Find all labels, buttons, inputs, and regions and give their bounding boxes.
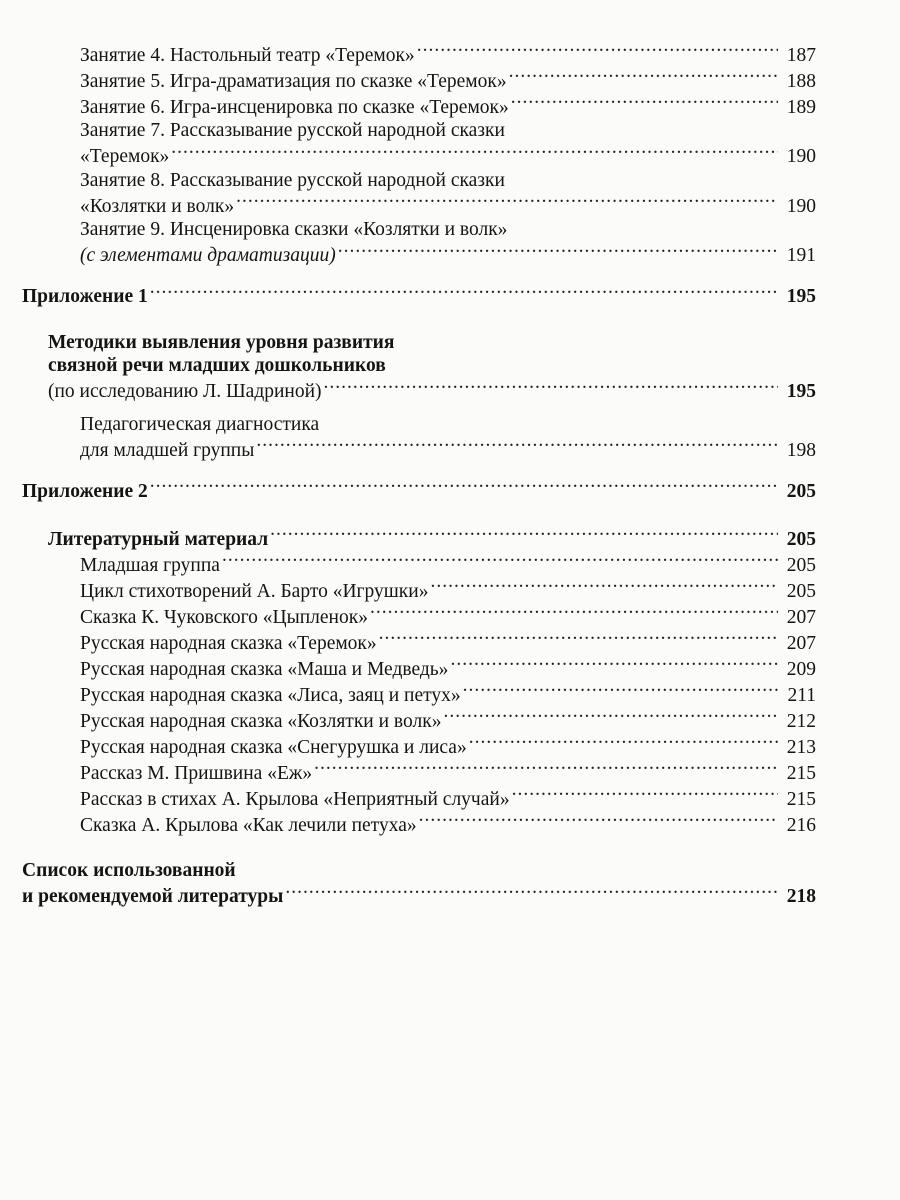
toc-page-number: 215: [786, 762, 816, 784]
toc-entry-line: [80, 41, 816, 67]
toc-page-number: 209: [786, 658, 816, 680]
toc-entry-title: Русская народная сказка «Лиса, заяц и петух»: [80, 684, 461, 706]
dot-leader: [285, 883, 778, 903]
toc-page-number: 205: [786, 554, 816, 576]
toc-entry: [22, 759, 816, 785]
dot-leader: [419, 811, 778, 831]
toc-entry-title: Приложение 2: [22, 480, 148, 502]
dot-leader: [469, 733, 778, 753]
toc-entry: [22, 603, 816, 629]
toc-entry-line: [80, 811, 816, 837]
toc-page-number: 216: [786, 814, 816, 836]
toc-entry-title: Педагогическая диагностика: [80, 413, 320, 435]
dot-leader: [171, 143, 778, 163]
toc-page-number: 190: [786, 146, 816, 167]
toc-entry: [22, 331, 816, 404]
toc-entry-line: [80, 551, 816, 577]
toc-entry: [22, 655, 816, 681]
toc-entry: [22, 93, 816, 119]
toc-entry-line: [80, 218, 816, 242]
dot-leader: [324, 378, 778, 398]
toc-entry: [22, 283, 816, 309]
toc-page-number: 195: [786, 381, 816, 402]
toc-page-number: 212: [786, 710, 816, 732]
toc-entry-title: Младшая группа: [80, 554, 220, 576]
toc-entry-line: [80, 67, 816, 93]
toc-entry-line: [80, 93, 816, 119]
dot-leader: [443, 707, 778, 727]
toc-entry-line: [80, 785, 816, 811]
toc-entry-title: Занятие 5. Игра-драматизация по сказке «Теремок»: [80, 70, 507, 92]
dot-leader: [430, 577, 778, 597]
toc-entry-title: Рассказ М. Пришвина «Еж»: [80, 762, 313, 784]
toc-entry-line: [80, 655, 816, 681]
toc-entry-line: [80, 707, 816, 733]
toc-page-number: 190: [786, 195, 816, 217]
toc-entry: [22, 477, 816, 503]
dot-leader: [370, 603, 778, 623]
toc-entry: [22, 577, 816, 603]
toc-entry-title: Занятие 9. Инсценировка сказки «Козлятки и волк»: [80, 219, 508, 240]
toc-page-number: 188: [786, 70, 816, 92]
toc-entry-title: «Теремок»: [80, 146, 170, 167]
dot-leader: [512, 785, 778, 805]
toc-entry-line: [80, 577, 816, 603]
toc-entry-title: Приложение 1: [22, 286, 148, 307]
toc-entry-title: Занятие 4. Настольный театр «Теремок»: [80, 44, 415, 66]
toc-page-number: 205: [786, 480, 816, 502]
toc-entry-line: [22, 859, 816, 883]
dot-leader: [270, 525, 778, 545]
toc-entry: [22, 41, 816, 67]
toc-entry: [22, 218, 816, 268]
toc-entry-line: [80, 192, 816, 218]
dot-leader: [338, 242, 778, 262]
toc-entry-line: [80, 242, 816, 268]
dot-leader: [463, 681, 778, 701]
toc-entry-title: Занятие 6. Игра-инсценировка по сказке «Теремок»: [80, 96, 509, 118]
toc-entry-title: Русская народная сказка «Теремок»: [80, 632, 377, 654]
toc-page-number: 205: [786, 528, 816, 550]
toc-entry-title: «Козлятки и волк»: [80, 195, 235, 217]
toc-entry: [22, 785, 816, 811]
toc-entry: [22, 859, 816, 909]
dot-leader: [236, 192, 778, 212]
toc-entry-line: [22, 883, 816, 909]
toc-entry-title: (с элементами драматизации): [80, 245, 336, 266]
dot-leader: [450, 655, 778, 675]
toc-page-number: 213: [786, 736, 816, 758]
toc-entry-title: Русская народная сказка «Снегурушка и лиса»: [80, 736, 467, 758]
toc-entry-line: [80, 629, 816, 655]
toc-entry-line: [80, 119, 816, 143]
dot-leader: [417, 41, 778, 61]
toc-entry-title: Методики выявления уровня развития: [48, 331, 395, 353]
toc-entry-title: и рекомендуемой литературы: [22, 886, 284, 907]
toc-entry-title: Занятие 7. Рассказывание русской народной сказки: [80, 120, 505, 141]
toc-entry-line: [22, 283, 816, 309]
toc-page-number: 187: [786, 44, 816, 66]
toc-entry-line: [80, 759, 816, 785]
toc-entry-line: [80, 169, 816, 193]
toc-entry-line: [80, 733, 816, 759]
toc-page-number: 215: [786, 788, 816, 810]
dot-leader: [509, 67, 778, 87]
dot-leader: [256, 436, 778, 456]
toc-entry: [22, 525, 816, 551]
toc-entry-line: [48, 525, 816, 551]
toc-entry-title: Сказка А. Крылова «Как лечили петуха»: [80, 814, 417, 836]
toc-entry-line: [48, 331, 816, 355]
toc-page-number: 198: [786, 439, 816, 461]
toc-entry: [22, 681, 816, 707]
toc-entry-line: [80, 143, 816, 169]
toc-page-number: 189: [786, 96, 816, 118]
toc-page-number: 191: [786, 245, 816, 266]
toc-entry: [22, 707, 816, 733]
toc-entry: [22, 811, 816, 837]
dot-leader: [150, 283, 778, 303]
toc-entry: [22, 67, 816, 93]
toc-entry: [22, 169, 816, 219]
toc-entry-line: [80, 413, 816, 437]
toc-entry-title: Русская народная сказка «Козлятки и волк»: [80, 710, 442, 732]
toc-entry: [22, 413, 816, 463]
toc-entry-title: Сказка К. Чуковского «Цыпленок»: [80, 606, 368, 628]
toc-entry-line: [48, 354, 816, 378]
toc-entry-title: для младшей группы: [80, 439, 255, 461]
toc-entry-line: [80, 436, 816, 462]
toc-entry: [22, 551, 816, 577]
toc-page-number: 195: [786, 286, 816, 307]
toc-entry-line: [80, 681, 816, 707]
toc-entry: [22, 733, 816, 759]
dot-leader: [511, 93, 778, 113]
dot-leader: [150, 477, 778, 497]
dot-leader: [222, 551, 778, 571]
table-of-contents: [22, 41, 816, 909]
toc-entry-line: [48, 378, 816, 404]
toc-entry-title: связной речи младших дошкольников: [48, 355, 386, 376]
toc-page-number: 218: [786, 886, 816, 907]
toc-entry-title: Список использованной: [22, 860, 236, 881]
dot-leader: [314, 759, 778, 779]
toc-page-number: 211: [787, 684, 816, 706]
toc-entry: [22, 119, 816, 169]
toc-entry: [22, 629, 816, 655]
dot-leader: [379, 629, 778, 649]
toc-entry-title: Цикл стихотворений А. Барто «Игрушки»: [80, 580, 429, 602]
toc-entry-line: [80, 603, 816, 629]
toc-entry-title: Рассказ в стихах А. Крылова «Неприятный случай»: [80, 788, 510, 810]
toc-entry-title: (по исследованию Л. Шадриной): [48, 381, 322, 402]
toc-entry-title: Литературный материал: [48, 528, 269, 550]
toc-page-number: 205: [786, 580, 816, 602]
toc-entry-line: [22, 477, 816, 503]
toc-page-number: 207: [786, 606, 816, 628]
toc-page-number: 207: [786, 632, 816, 654]
toc-entry-title: Занятие 8. Рассказывание русской народной сказки: [80, 169, 505, 191]
toc-entry-title: Русская народная сказка «Маша и Медведь»: [80, 658, 449, 680]
